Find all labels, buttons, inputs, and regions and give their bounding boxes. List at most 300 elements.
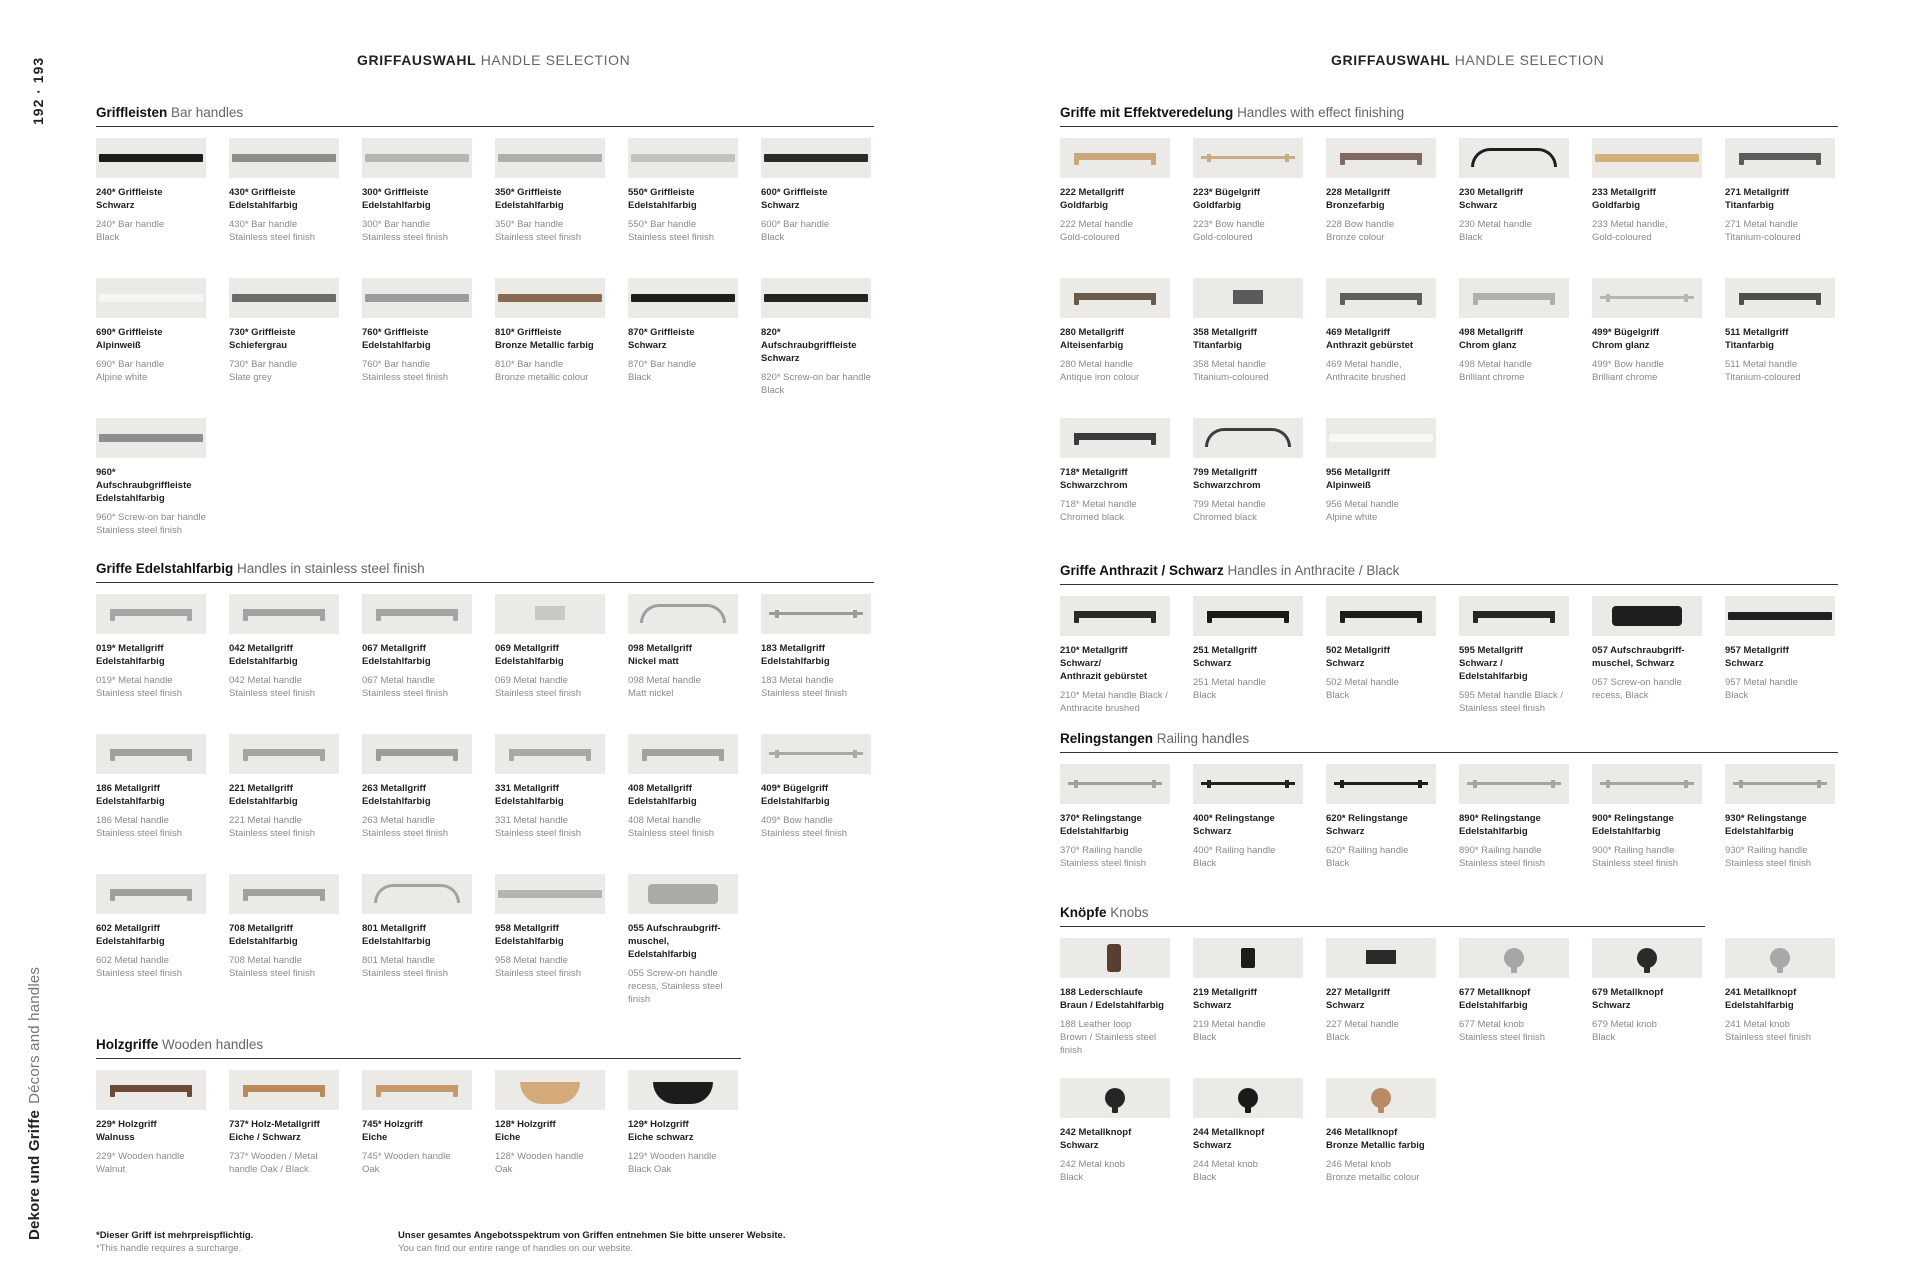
product-name-en: 128* Wooden handle Oak bbox=[495, 1151, 584, 1175]
product-caption bbox=[628, 922, 738, 1006]
product-name-en: 300* Bar handle Stainless steel finish bbox=[362, 219, 449, 243]
knob-shape-icon bbox=[1105, 1088, 1125, 1108]
product-name-en: 227 Metal handle Black bbox=[1326, 1019, 1399, 1043]
product-name-de: 210* Metallgriff Schwarz/ Anthrazit gebürstet bbox=[1060, 645, 1148, 682]
product-image bbox=[761, 138, 871, 178]
rail-shape-icon bbox=[1068, 782, 1162, 785]
product-caption bbox=[1326, 644, 1436, 702]
product-item bbox=[1725, 764, 1835, 904]
section-heading bbox=[1060, 731, 1838, 753]
product-name-de: 227 Metallgriff Schwarz bbox=[1326, 987, 1390, 1011]
product-name-en: 595 Metal handle Black / Stainless steel finish bbox=[1459, 690, 1564, 714]
product-name-en: 370* Railing handle Stainless steel finish bbox=[1060, 845, 1147, 869]
product-image bbox=[1592, 138, 1702, 178]
product-item bbox=[96, 138, 206, 278]
handle-shape-icon bbox=[1340, 153, 1422, 160]
product-item bbox=[1592, 138, 1702, 278]
product-image bbox=[96, 278, 206, 318]
product-caption bbox=[362, 922, 472, 980]
item-grid bbox=[96, 138, 874, 558]
product-image bbox=[1725, 278, 1835, 318]
bar-shape-icon bbox=[498, 294, 602, 302]
product-name-en: 502 Metal handle Black bbox=[1326, 677, 1399, 701]
product-name-de: 221 Metallgriff Edelstahlfarbig bbox=[229, 783, 298, 807]
product-image bbox=[495, 874, 605, 914]
product-name-de: 240* Griffleiste Schwarz bbox=[96, 187, 163, 211]
product-name-de: 358 Metallgriff Titanfarbig bbox=[1193, 327, 1257, 351]
product-item bbox=[1459, 278, 1569, 418]
product-caption bbox=[1592, 326, 1702, 384]
product-name-en: 498 Metal handle Brilliant chrome bbox=[1459, 359, 1532, 383]
product-image bbox=[1725, 596, 1835, 636]
product-name-en: 358 Metal handle Titanium-coloured bbox=[1193, 359, 1269, 383]
product-caption bbox=[1193, 812, 1303, 870]
product-item bbox=[229, 734, 339, 874]
handle-shape-icon bbox=[1074, 611, 1156, 618]
product-caption bbox=[1193, 986, 1303, 1044]
product-image bbox=[229, 278, 339, 318]
product-name-de: 600* Griffleiste Schwarz bbox=[761, 187, 828, 211]
product-name-de: 930* Relingstange Edelstahlfarbig bbox=[1725, 813, 1807, 837]
product-item bbox=[1193, 138, 1303, 278]
product-name-de: 430* Griffleiste Edelstahlfarbig bbox=[229, 187, 298, 211]
product-item bbox=[1326, 938, 1436, 1078]
product-name-de: 222 Metallgriff Goldfarbig bbox=[1060, 187, 1124, 211]
product-item bbox=[1060, 938, 1170, 1078]
shell-shape-icon bbox=[520, 1082, 580, 1104]
product-name-de: 679 Metallknopf Schwarz bbox=[1592, 987, 1664, 1011]
arc-shape-icon bbox=[640, 604, 726, 623]
product-item bbox=[1326, 764, 1436, 904]
product-item bbox=[96, 418, 206, 558]
product-item bbox=[96, 1070, 206, 1210]
bar-shape-icon bbox=[1595, 154, 1699, 162]
section-wooden-handles bbox=[96, 1037, 741, 1210]
product-item bbox=[495, 874, 605, 1014]
section-heading bbox=[96, 1037, 741, 1059]
product-name-de: 708 Metallgriff Edelstahlfarbig bbox=[229, 923, 298, 947]
product-name-en: 956 Metal handle Alpine white bbox=[1326, 499, 1399, 523]
product-name-en: 760* Bar handle Stainless steel finish bbox=[362, 359, 449, 383]
item-grid bbox=[1060, 764, 1838, 904]
left-page-title bbox=[357, 52, 630, 68]
footnote-en: *This handle requires a surcharge. bbox=[96, 1243, 242, 1254]
shell-shape-icon bbox=[653, 1082, 713, 1104]
bar-shape-icon bbox=[1728, 612, 1832, 620]
rail-shape-icon bbox=[1600, 782, 1694, 785]
product-item bbox=[1459, 938, 1569, 1078]
product-item bbox=[1326, 138, 1436, 278]
bar-shape-icon bbox=[764, 154, 868, 162]
product-name-de: 620* Relingstange Schwarz bbox=[1326, 813, 1408, 837]
bar-shape-icon bbox=[498, 890, 602, 898]
product-image bbox=[1193, 278, 1303, 318]
product-caption bbox=[1459, 986, 1569, 1044]
product-caption bbox=[1326, 812, 1436, 870]
product-item bbox=[628, 874, 738, 1014]
rail-shape-icon bbox=[1334, 782, 1428, 785]
bar-shape-icon bbox=[631, 154, 735, 162]
product-image bbox=[1060, 596, 1170, 636]
product-item bbox=[628, 594, 738, 734]
product-name-de: 469 Metallgriff Anthrazit gebürstet bbox=[1326, 327, 1414, 351]
item-grid bbox=[1060, 596, 1838, 736]
product-name-en: 958 Metal handle Stainless steel finish bbox=[495, 955, 582, 979]
product-image bbox=[761, 278, 871, 318]
product-caption bbox=[362, 326, 472, 384]
product-name-en: 730* Bar handle Slate grey bbox=[229, 359, 298, 383]
product-item bbox=[1592, 278, 1702, 418]
product-item bbox=[628, 278, 738, 418]
product-image bbox=[1060, 418, 1170, 458]
handle-shape-icon bbox=[1340, 293, 1422, 300]
product-name-en: 799 Metal handle Chromed black bbox=[1193, 499, 1266, 523]
bar-shape-icon bbox=[99, 434, 203, 442]
product-item bbox=[628, 734, 738, 874]
handle-shape-icon bbox=[376, 1085, 458, 1092]
product-caption bbox=[495, 922, 605, 980]
product-caption bbox=[362, 782, 472, 840]
product-image bbox=[1060, 938, 1170, 978]
product-caption bbox=[761, 642, 871, 700]
product-name-de: 745* Holzgriff Eiche bbox=[362, 1119, 423, 1143]
product-name-en: 801 Metal handle Stainless steel finish bbox=[362, 955, 449, 979]
product-name-en: 098 Metal handle Matt nickel bbox=[628, 675, 701, 699]
product-name-en: 499* Bow handle Brilliant chrome bbox=[1592, 359, 1664, 383]
product-image bbox=[1326, 764, 1436, 804]
product-name-en: 960* Screw-on bar handle Stainless steel finish bbox=[96, 512, 206, 536]
footnote-de: *Dieser Griff ist mehrpreispflichtig. bbox=[96, 1230, 254, 1241]
handle-shape-icon bbox=[509, 749, 591, 756]
handle-shape-icon bbox=[110, 1085, 192, 1092]
product-item bbox=[628, 1070, 738, 1210]
product-item bbox=[1592, 938, 1702, 1078]
product-item bbox=[1193, 1078, 1303, 1218]
product-name-en: 620* Railing handle Black bbox=[1326, 845, 1409, 869]
product-caption bbox=[761, 326, 871, 397]
item-grid bbox=[96, 1070, 741, 1210]
rail-shape-icon bbox=[1201, 782, 1295, 785]
product-name-en: 246 Metal knob Bronze metallic colour bbox=[1326, 1159, 1420, 1183]
product-name-en: 890* Railing handle Stainless steel finish bbox=[1459, 845, 1546, 869]
product-name-en: 069 Metal handle Stainless steel finish bbox=[495, 675, 582, 699]
product-image bbox=[1193, 596, 1303, 636]
handle-shape-icon bbox=[1340, 611, 1422, 618]
product-item bbox=[495, 278, 605, 418]
product-name-de: 271 Metallgriff Titanfarbig bbox=[1725, 187, 1789, 211]
heading-bold: Relingstangen bbox=[1060, 731, 1154, 746]
product-item bbox=[1060, 138, 1170, 278]
product-name-en: 057 Screw-on handle recess, Black bbox=[1592, 677, 1682, 701]
product-image bbox=[1592, 938, 1702, 978]
product-image bbox=[362, 594, 472, 634]
product-caption bbox=[229, 922, 339, 980]
product-name-de: 801 Metallgriff Edelstahlfarbig bbox=[362, 923, 431, 947]
product-caption bbox=[628, 186, 738, 244]
product-image bbox=[1060, 138, 1170, 178]
product-name-de: 129* Holzgriff Eiche schwarz bbox=[628, 1119, 694, 1143]
product-name-en: 870* Bar handle Black bbox=[628, 359, 697, 383]
product-name-de: 799 Metallgriff Schwarzchrom bbox=[1193, 467, 1261, 491]
product-image bbox=[229, 1070, 339, 1110]
product-name-de: 098 Metallgriff Nickel matt bbox=[628, 643, 692, 667]
product-name-de: 409* Bügelgriff Edelstahlfarbig bbox=[761, 783, 830, 807]
product-name-en: 820* Screw-on bar handle Black bbox=[761, 372, 871, 396]
product-name-de: 718* Metallgriff Schwarzchrom bbox=[1060, 467, 1128, 491]
product-item bbox=[229, 138, 339, 278]
product-name-en: 400* Railing handle Black bbox=[1193, 845, 1276, 869]
product-image bbox=[1592, 278, 1702, 318]
handle-shape-icon bbox=[642, 749, 724, 756]
product-name-en: 242 Metal knob Black bbox=[1060, 1159, 1125, 1183]
rail-shape-icon bbox=[769, 752, 863, 755]
heading-bold: Holzgriffe bbox=[96, 1037, 159, 1052]
product-caption bbox=[229, 642, 339, 700]
heading-bold: Griffe Anthrazit / Schwarz bbox=[1060, 563, 1224, 578]
product-name-en: 244 Metal knob Black bbox=[1193, 1159, 1258, 1183]
product-item bbox=[1060, 764, 1170, 904]
product-name-de: 956 Metallgriff Alpinweiß bbox=[1326, 467, 1390, 491]
product-item bbox=[1193, 764, 1303, 904]
product-caption bbox=[1459, 644, 1569, 715]
product-image bbox=[1459, 764, 1569, 804]
product-image bbox=[761, 594, 871, 634]
product-caption bbox=[1060, 186, 1170, 244]
product-caption bbox=[362, 642, 472, 700]
product-caption bbox=[1326, 466, 1436, 524]
product-caption bbox=[1060, 986, 1170, 1057]
product-name-de: 241 Metallknopf Edelstahlfarbig bbox=[1725, 987, 1797, 1011]
product-name-de: 677 Metallknopf Edelstahlfarbig bbox=[1459, 987, 1531, 1011]
product-caption bbox=[1193, 326, 1303, 384]
product-item bbox=[96, 874, 206, 1014]
product-item bbox=[229, 278, 339, 418]
arc-shape-icon bbox=[1471, 148, 1557, 167]
product-name-de: 820* Aufschraubgriffleiste Schwarz bbox=[761, 327, 857, 364]
product-image bbox=[1193, 138, 1303, 178]
product-item bbox=[495, 734, 605, 874]
product-caption bbox=[229, 186, 339, 244]
handle-shape-icon bbox=[1739, 293, 1821, 300]
product-name-en: 409* Bow handle Stainless steel finish bbox=[761, 815, 848, 839]
product-image bbox=[628, 734, 738, 774]
product-name-de: 958 Metallgriff Edelstahlfarbig bbox=[495, 923, 564, 947]
handle-shape-icon bbox=[1074, 153, 1156, 160]
product-name-en: 550* Bar handle Stainless steel finish bbox=[628, 219, 715, 243]
footnote-de: Unser gesamtes Angebotsspektrum von Griffen entnehmen Sie bitte unserer Website. bbox=[398, 1230, 786, 1241]
bar-shape-icon bbox=[631, 294, 735, 302]
product-item bbox=[761, 278, 871, 418]
footnote-website bbox=[398, 1229, 785, 1255]
product-name-en: 737* Wooden / Metal handle Oak / Black bbox=[229, 1151, 318, 1175]
product-name-en: 067 Metal handle Stainless steel finish bbox=[362, 675, 449, 699]
product-item bbox=[761, 594, 871, 734]
product-item bbox=[96, 278, 206, 418]
product-image bbox=[1060, 1078, 1170, 1118]
product-name-en: 055 Screw-on handle recess, Stainless steel finish bbox=[628, 968, 723, 1005]
product-name-en: 222 Metal handle Gold-coloured bbox=[1060, 219, 1133, 243]
bar-shape-icon bbox=[99, 154, 203, 162]
product-image bbox=[1326, 1078, 1436, 1118]
product-name-de: 244 Metallknopf Schwarz bbox=[1193, 1127, 1265, 1151]
product-name-de: 890* Relingstange Edelstahlfarbig bbox=[1459, 813, 1541, 837]
knob-shape-icon bbox=[1371, 1088, 1391, 1108]
product-name-en: 679 Metal knob Black bbox=[1592, 1019, 1657, 1043]
product-name-de: 229* Holzgriff Walnuss bbox=[96, 1119, 157, 1143]
heading-light: Handles in stainless steel finish bbox=[237, 561, 425, 576]
product-name-de: 242 Metallknopf Schwarz bbox=[1060, 1127, 1132, 1151]
product-name-de: 223* Bügelgriff Goldfarbig bbox=[1193, 187, 1261, 211]
handle-shape-icon bbox=[1473, 293, 1555, 300]
product-caption bbox=[495, 326, 605, 384]
product-image bbox=[1326, 938, 1436, 978]
handle-shape-icon bbox=[1207, 611, 1289, 618]
product-image bbox=[229, 734, 339, 774]
product-caption bbox=[96, 642, 206, 700]
handle-shape-icon bbox=[1473, 611, 1555, 618]
product-name-en: 188 Leather loop Brown / Stainless steel finish bbox=[1060, 1019, 1157, 1056]
product-name-de: 042 Metallgriff Edelstahlfarbig bbox=[229, 643, 298, 667]
product-name-de: 188 Lederschlaufe Braun / Edelstahlfarbig bbox=[1060, 987, 1164, 1011]
product-name-de: 511 Metallgriff Titanfarbig bbox=[1725, 327, 1789, 351]
product-item bbox=[1725, 938, 1835, 1078]
product-image bbox=[96, 418, 206, 458]
heading-light: Handles in Anthracite / Black bbox=[1227, 563, 1400, 578]
product-item bbox=[495, 138, 605, 278]
product-name-de: 246 Metallknopf Bronze Metallic farbig bbox=[1326, 1127, 1425, 1151]
product-caption bbox=[1060, 326, 1170, 384]
product-name-en: 708 Metal handle Stainless steel finish bbox=[229, 955, 316, 979]
product-name-en: 600* Bar handle Black bbox=[761, 219, 830, 243]
section-heading bbox=[1060, 105, 1838, 127]
product-name-de: 263 Metallgriff Edelstahlfarbig bbox=[362, 783, 431, 807]
heading-light: Wooden handles bbox=[162, 1037, 264, 1052]
handle-shape-icon bbox=[376, 749, 458, 756]
product-name-de: 067 Metallgriff Edelstahlfarbig bbox=[362, 643, 431, 667]
product-name-de: 737* Holz-Metallgriff Eiche / Schwarz bbox=[229, 1119, 320, 1143]
product-caption bbox=[362, 1118, 472, 1176]
product-caption bbox=[362, 186, 472, 244]
product-image bbox=[1326, 278, 1436, 318]
section-railing-handles bbox=[1060, 731, 1838, 904]
handle-shape-icon bbox=[243, 1085, 325, 1092]
product-image bbox=[96, 594, 206, 634]
product-item bbox=[1060, 278, 1170, 418]
product-name-de: 502 Metallgriff Schwarz bbox=[1326, 645, 1390, 669]
product-name-en: 469 Metal handle, Anthracite brushed bbox=[1326, 359, 1406, 383]
bar-shape-icon bbox=[232, 154, 336, 162]
product-item bbox=[362, 734, 472, 874]
product-image bbox=[229, 138, 339, 178]
product-name-en: 718* Metal handle Chromed black bbox=[1060, 499, 1137, 523]
product-image bbox=[1725, 938, 1835, 978]
product-item bbox=[1060, 1078, 1170, 1218]
product-name-en: 186 Metal handle Stainless steel finish bbox=[96, 815, 183, 839]
product-image bbox=[1193, 764, 1303, 804]
product-name-de: 230 Metallgriff Schwarz bbox=[1459, 187, 1523, 211]
product-caption bbox=[1326, 1126, 1436, 1184]
section-knobs bbox=[1060, 905, 1812, 1218]
product-name-en: 129* Wooden handle Black Oak bbox=[628, 1151, 717, 1175]
product-caption bbox=[1326, 986, 1436, 1044]
product-caption bbox=[628, 782, 738, 840]
right-page-title bbox=[1331, 52, 1604, 68]
product-image bbox=[495, 1070, 605, 1110]
product-name-en: 219 Metal handle Black bbox=[1193, 1019, 1266, 1043]
product-image bbox=[1592, 764, 1702, 804]
section-anthracite-handles bbox=[1060, 563, 1838, 736]
product-item bbox=[1193, 418, 1303, 558]
product-image bbox=[362, 734, 472, 774]
section-heading bbox=[96, 105, 874, 127]
product-name-de: 960* Aufschraubgriffleiste Edelstahlfarbig bbox=[96, 467, 192, 504]
product-caption bbox=[1592, 644, 1702, 702]
product-image bbox=[96, 734, 206, 774]
item-grid bbox=[1060, 938, 1812, 1218]
product-image bbox=[1459, 278, 1569, 318]
bar-shape-icon bbox=[365, 294, 469, 302]
product-item bbox=[1326, 596, 1436, 736]
product-name-en: 408 Metal handle Stainless steel finish bbox=[628, 815, 715, 839]
product-name-en: 280 Metal handle Antique iron colour bbox=[1060, 359, 1140, 383]
product-name-de: 408 Metallgriff Edelstahlfarbig bbox=[628, 783, 697, 807]
bar-shape-icon bbox=[764, 294, 868, 302]
product-item bbox=[96, 734, 206, 874]
product-item bbox=[1193, 278, 1303, 418]
product-name-de: 233 Metallgriff Goldfarbig bbox=[1592, 187, 1656, 211]
product-item bbox=[362, 874, 472, 1014]
product-caption bbox=[1193, 466, 1303, 524]
heading-light: Handles with effect finishing bbox=[1237, 105, 1405, 120]
product-item bbox=[96, 594, 206, 734]
right-title-light: HANDLE SELECTION bbox=[1454, 52, 1605, 68]
product-name-en: 228 Bow handle Bronze colour bbox=[1326, 219, 1395, 243]
product-name-de: 228 Metallgriff Bronzefarbig bbox=[1326, 187, 1390, 211]
product-item bbox=[1459, 596, 1569, 736]
product-image bbox=[1193, 938, 1303, 978]
product-caption bbox=[96, 922, 206, 980]
product-caption bbox=[1060, 1126, 1170, 1184]
product-caption bbox=[1060, 644, 1170, 715]
product-image bbox=[1326, 418, 1436, 458]
product-caption bbox=[628, 1118, 738, 1176]
product-name-en: 930* Railing handle Stainless steel finish bbox=[1725, 845, 1812, 869]
handle-shape-icon bbox=[243, 749, 325, 756]
rail-shape-icon bbox=[769, 612, 863, 615]
rail-shape-icon bbox=[1201, 156, 1295, 159]
product-item bbox=[1459, 138, 1569, 278]
product-caption bbox=[1592, 812, 1702, 870]
product-name-en: 221 Metal handle Stainless steel finish bbox=[229, 815, 316, 839]
product-image bbox=[495, 138, 605, 178]
handle-shape-icon bbox=[243, 609, 325, 616]
product-item bbox=[229, 594, 339, 734]
handle-shape-icon bbox=[1739, 153, 1821, 160]
product-caption bbox=[761, 782, 871, 840]
product-caption bbox=[1193, 186, 1303, 244]
product-caption bbox=[96, 466, 206, 537]
product-image bbox=[628, 138, 738, 178]
product-caption bbox=[229, 326, 339, 384]
footnote-en: You can find our entire range of handles on our website. bbox=[398, 1243, 634, 1254]
product-name-de: 595 Metallgriff Schwarz / Edelstahlfarbig bbox=[1459, 645, 1528, 682]
product-item bbox=[1060, 418, 1170, 558]
product-name-en: 430* Bar handle Stainless steel finish bbox=[229, 219, 316, 243]
product-name-en: 350* Bar handle Stainless steel finish bbox=[495, 219, 582, 243]
product-item bbox=[495, 594, 605, 734]
side-section-label bbox=[26, 967, 43, 1240]
product-name-de: 498 Metallgriff Chrom glanz bbox=[1459, 327, 1523, 351]
